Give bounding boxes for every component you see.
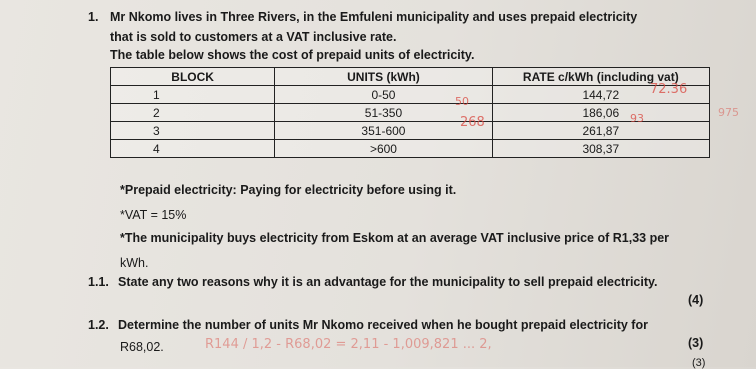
note-eskom-line-2: kWh.: [120, 256, 149, 270]
handwritten-rate-1: 72.36: [650, 82, 688, 97]
table-row: [111, 104, 710, 122]
table-row: [111, 140, 710, 158]
intro-line-3: The table below shows the cost of prepaid units of electricity.: [110, 48, 475, 62]
subquestion-1-2-marks: (3): [688, 336, 704, 350]
cell-units: 351-600: [275, 122, 492, 140]
cell-block: 3: [111, 122, 275, 140]
subquestion-1-1-number: 1.1.: [88, 275, 109, 289]
subquestion-1-2-amount: R68,02.: [120, 340, 164, 354]
header-rate: RATE c/kWh (including vat): [492, 68, 709, 86]
note-eskom-line-1: *The municipality buys electricity from Eskom at an average VAT inclusive price of R1,33 per: [120, 231, 670, 245]
cell-rate: 308,37: [492, 140, 709, 158]
header-units: UNITS (kWh): [275, 68, 492, 86]
cell-block: 2: [111, 104, 275, 122]
table-row: [111, 86, 710, 104]
handwritten-units-1: 50: [455, 95, 469, 108]
handwritten-working: R144 / 1,2 - R68,02 = 2,11 - 1,009,821 ... 2,: [205, 337, 492, 352]
handwritten-rate-3: 975: [718, 106, 739, 119]
question-number: 1.: [88, 10, 99, 24]
table-row: [111, 122, 710, 140]
subquestion-1-1-text: State any two reasons why it is an advantage for the municipality to sell prepaid electricity.: [118, 275, 658, 289]
subquestion-1-2-number: 1.2.: [88, 318, 109, 332]
handwritten-rate-2: 93: [630, 112, 644, 125]
subquestion-1-2-text: Determine the number of units Mr Nkomo received when he bought prepaid electricity for: [118, 318, 648, 332]
cell-block: 4: [111, 140, 275, 158]
table-header-row: [111, 68, 710, 86]
cell-rate: 144,72: [492, 86, 709, 104]
cell-units: 51-350: [275, 104, 492, 122]
intro-line-2: that is sold to customers at a VAT inclusive rate.: [110, 30, 397, 44]
cell-units: 0-50: [275, 86, 492, 104]
subquestion-1-2-marks-lower: (3): [692, 357, 706, 369]
handwritten-units-2: 268: [460, 115, 485, 130]
subquestion-1-1-marks: (4): [688, 293, 704, 307]
note-vat: *VAT = 15%: [120, 208, 187, 222]
cell-units: >600: [275, 140, 492, 158]
cell-rate: 186,06: [492, 104, 709, 122]
electricity-cost-table: [110, 67, 710, 158]
note-prepaid: *Prepaid electricity: Paying for electricity before using it.: [120, 183, 457, 197]
header-block: BLOCK: [111, 68, 275, 86]
cell-block: 1: [111, 86, 275, 104]
cell-rate: 261,87: [492, 122, 709, 140]
intro-line-1: Mr Nkomo lives in Three Rivers, in the Emfuleni municipality and uses prepaid electricity: [110, 10, 638, 24]
